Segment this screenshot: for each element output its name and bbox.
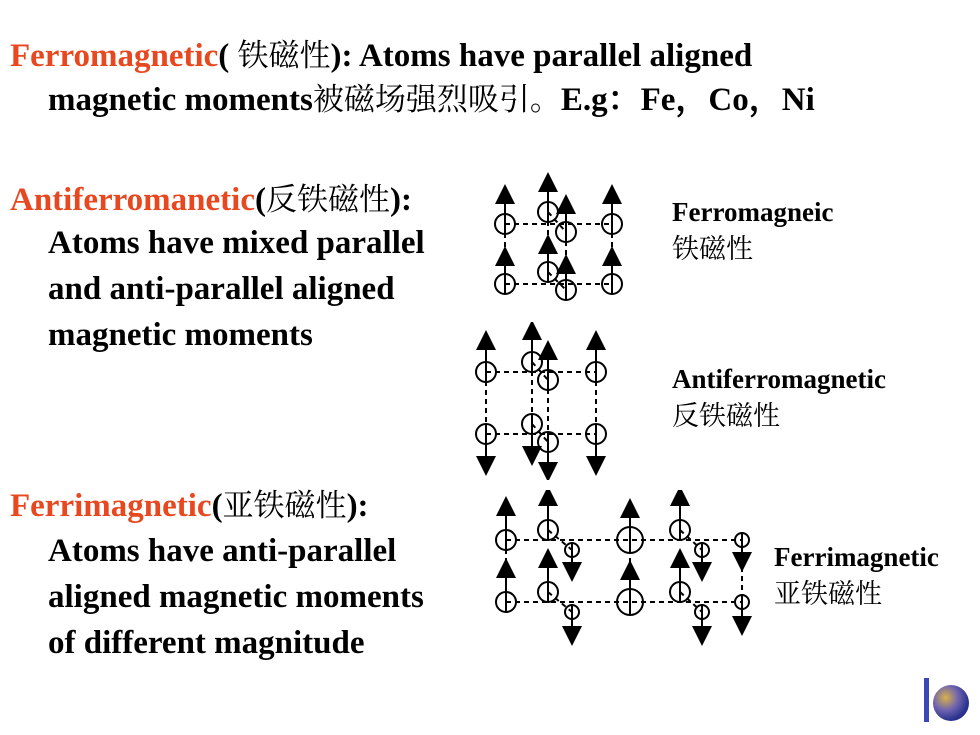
ferro-heading [10,36,752,76]
antiferro-line: magnetic moments [48,317,313,353]
antiferromagnetic-lattice-icon [462,322,632,480]
antiferro-heading [10,180,462,220]
ferri-line: aligned magnetic moments [48,579,424,615]
ferri-diagram-cn: 亚铁磁性 [774,579,882,610]
ferri-body [48,528,462,666]
ferro-diagram-cn: 铁磁性 [672,234,753,265]
ferro-term: Ferromagnetic [10,38,219,74]
ferro-paren: ( [218,38,238,74]
ferro-cn: 铁磁性 [237,38,331,74]
ferrimagnetic-lattice-icon [480,490,770,650]
antiferro-diagram-en: Antiferromagnetic [672,364,886,394]
antiferro-term: Antiferromanetic [10,182,255,218]
ferro-line2 [48,80,815,120]
antiferro-diagram-cn: 反铁磁性 [672,401,780,432]
antiferro-diagram-label [672,362,886,434]
ferri-paren: ( [211,488,223,524]
ferri-line: of different magnitude [48,625,365,661]
ferro-line2-text: magnetic moments [48,82,313,118]
ferri-cn: 亚铁磁性 [222,488,347,524]
antiferro-paren: ( [254,182,266,218]
slide-logo-icon [920,676,972,726]
ferri-heading [10,486,369,526]
ferri-diagram-label [774,540,939,612]
ferri-diagram-en: Ferrimagnetic [774,542,939,572]
ferri-term: Ferrimagnetic [10,488,212,524]
antiferro-line: and anti-parallel aligned [48,271,395,307]
ferro-diagram-en: Ferromagneic [672,197,834,227]
antiferro-cn: 反铁磁性 [265,182,390,218]
ferro-desc: ): Atoms have parallel aligned [330,38,753,74]
antiferro-body [48,220,462,358]
ferri-line: Atoms have anti-parallel [48,533,397,569]
ferro-diagram-label [672,195,833,267]
ferro-line2-cn: 被磁场强烈吸引。 [312,82,561,118]
ferro-examples: E.g：Fe，Co，Ni [560,82,815,118]
ferromagnetic-lattice-icon [470,172,640,312]
antiferro-paren-close: ): [389,182,412,218]
antiferro-line: Atoms have mixed parallel [48,225,425,261]
ferri-paren-close: ): [346,488,369,524]
